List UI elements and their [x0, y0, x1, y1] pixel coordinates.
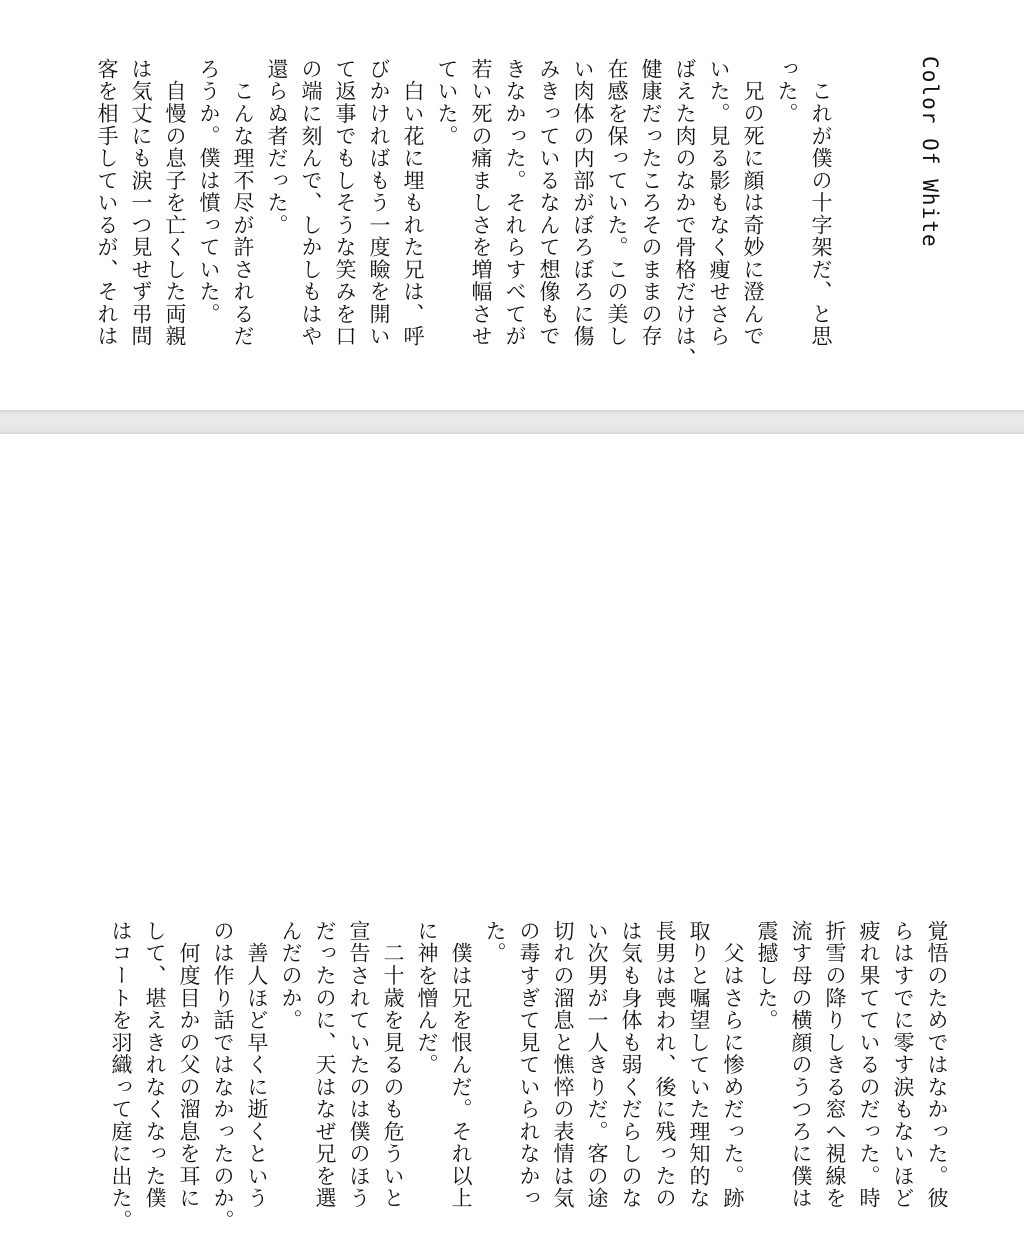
text-line: のは作り話ではなかったのか。	[211, 920, 235, 1232]
text-line: 長男は喪われ、後に残ったの	[653, 920, 677, 1210]
text-line: みきっているなんて想像もで	[537, 58, 561, 348]
text-line: きなかった。それらすべてが	[503, 58, 527, 348]
text-line: 何度目かの父の溜息を耳に	[177, 920, 201, 1210]
page-top	[0, 0, 1024, 410]
text-line: びかければもう一度瞼を開い	[367, 58, 391, 348]
page-divider	[0, 410, 1024, 434]
text-line: に神を憎んだ。	[415, 920, 439, 1076]
text-line: はコートを羽織って庭に出た。	[109, 920, 133, 1232]
text-line: 自慢の息子を亡くした両親	[163, 58, 187, 348]
text-line: の端に刻んで、しかしもはや	[299, 58, 323, 348]
text-line: 健康だったころそのままの存	[639, 58, 663, 348]
text-line: んだのか。	[279, 920, 303, 1032]
text-line: だったのに、天はなぜ兄を選	[313, 920, 337, 1210]
text-line: 流す母の横顔のうつろに僕は	[789, 920, 813, 1210]
text-line: い次男が一人きりだ。客の途	[585, 920, 609, 1210]
text-line: ろうか。僕は憤っていた。	[197, 58, 221, 326]
text-line: は気丈にも涙一つ見せず弔問	[129, 58, 153, 348]
text-line: こんな理不尽が許されるだ	[231, 58, 255, 348]
page-title: Color Of White	[918, 56, 942, 248]
text-line: 折雪の降りしきる窓へ視線を	[823, 920, 847, 1210]
text-line: らはすでに零す涙もないほど	[891, 920, 915, 1210]
text-line: 若い死の痛ましさを増幅させ	[469, 58, 493, 348]
text-line: ていた。	[435, 58, 459, 148]
text-line: 震撼した。	[755, 920, 779, 1032]
text-line: 客を相手しているが、それは	[95, 58, 119, 348]
page-bottom	[0, 434, 1024, 1232]
text-line: 取りと嘱望していた理知的な	[687, 920, 711, 1210]
text-line: して、堪えきれなくなった僕	[143, 920, 167, 1210]
page-body-text	[90, 58, 838, 370]
text-line: 在感を保っていた。この美し	[605, 58, 629, 348]
text-line: いた。見る影もなく痩せさら	[707, 58, 731, 348]
text-line: い肉体の内部がぼろぼろに傷	[571, 58, 595, 348]
text-line: は気も身体も弱くだらしのな	[619, 920, 643, 1210]
text-line: 疲れ果てているのだった。時	[857, 920, 881, 1210]
text-line: 僕は兄を恨んだ。それ以上	[449, 920, 473, 1210]
text-line: 還らぬ者だった。	[265, 58, 289, 237]
text-line: 善人ほど早くに逝くという	[245, 920, 269, 1210]
text-line: 兄の死に顔は奇妙に澄んで	[741, 58, 765, 348]
text-line: った。	[775, 58, 799, 125]
text-line: 宣告されていたのは僕のほう	[347, 920, 371, 1210]
text-line: ばえた肉のなかで骨格だけは、	[673, 58, 697, 370]
text-line: 白い花に埋もれた兄は、呼	[401, 58, 425, 348]
text-line: 切れの溜息と憔悴の表情は気	[551, 920, 575, 1210]
text-line: て返事でもしそうな笑みを口	[333, 58, 357, 348]
text-line: 二十歳を見るのも危ういと	[381, 920, 405, 1210]
text-line: の毒すぎて見ていられなかっ	[517, 920, 541, 1210]
text-line: これが僕の十字架だ、と思	[809, 58, 833, 348]
page-body-text	[104, 920, 954, 1240]
text-line: 覚悟のためではなかった。彼	[925, 920, 949, 1210]
text-line: た。	[483, 920, 507, 965]
text-line: 父はさらに惨めだった。跡	[721, 920, 745, 1210]
